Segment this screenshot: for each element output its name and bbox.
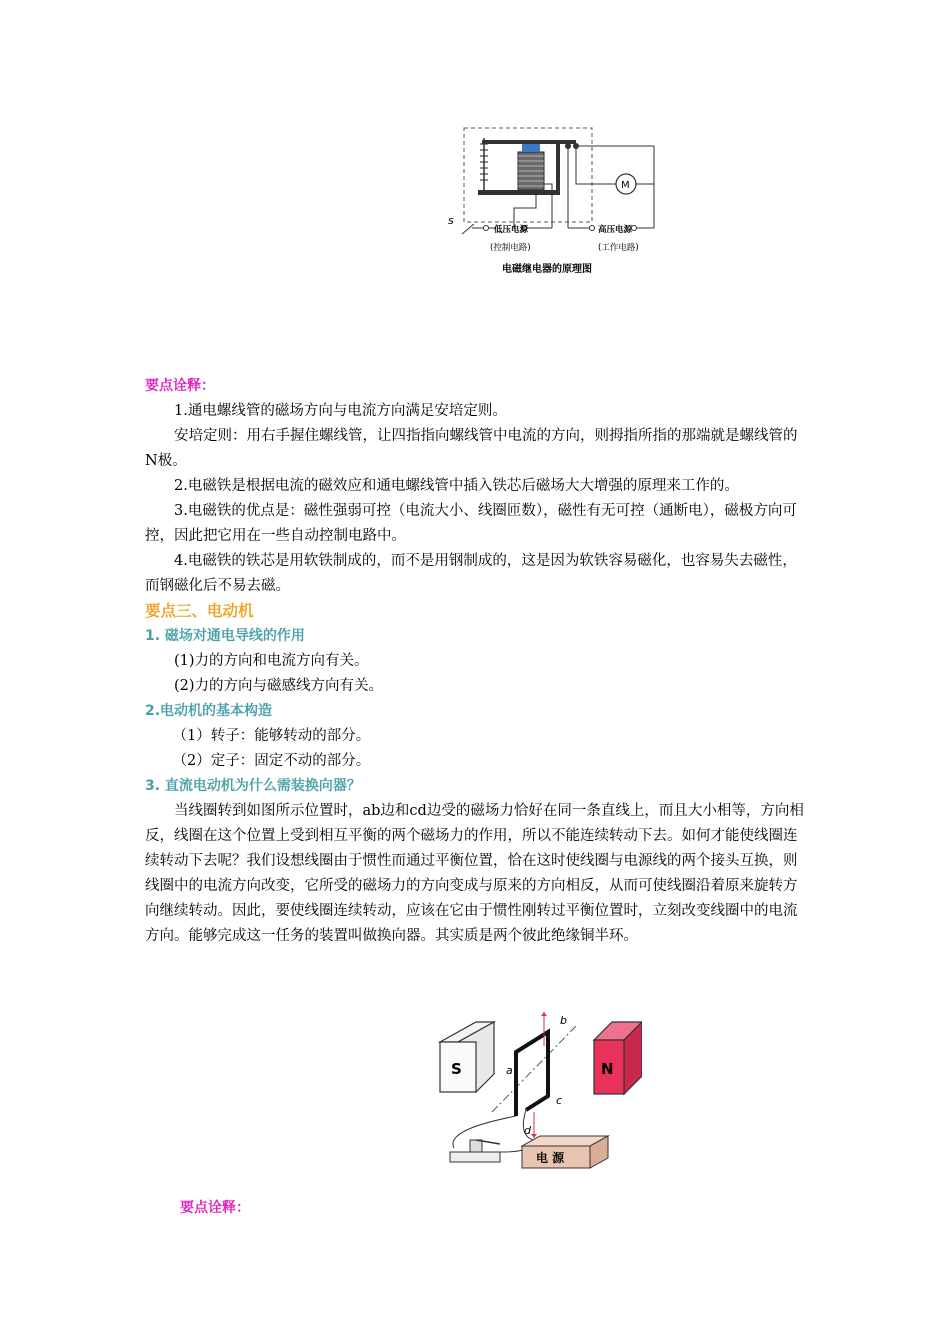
bottom-note-heading: 要点诠释： bbox=[180, 1200, 250, 1216]
sub1-item-2: (2)力的方向与磁感线方向有关。 bbox=[174, 678, 384, 694]
section1-para-5: 4.电磁铁的铁芯是用软铁制成的，而不是用钢制成的，这是因为软铁容易磁化，也容易失去磁性，而钢磁化后不易去磁。 bbox=[145, 553, 797, 594]
figure1-caption: 电磁继电器的原理图 bbox=[502, 264, 592, 275]
sub3-heading: 3. 直流电动机为什么需装换向器？ bbox=[145, 778, 361, 794]
work-circuit-label: (工作电路) bbox=[598, 243, 639, 253]
sub2-item-2: （2）定子：固定不动的部分。 bbox=[172, 753, 371, 769]
section1-para-4: 3.电磁铁的优点是：磁性强弱可控（电流大小、线圈匝数），磁性有无可控（通断电），磁极方向可控，因此把它用在一些自动控制电路中。 bbox=[145, 503, 797, 544]
coil-label-b: b bbox=[560, 1014, 567, 1027]
section1-para-1: 1.通电螺线管的磁场方向与电流方向满足安培定则。 bbox=[174, 403, 507, 419]
magnet-s-label: S bbox=[451, 1060, 462, 1078]
section2-heading: 要点三、电动机 bbox=[145, 602, 254, 620]
low-voltage-label: 低压电源 bbox=[494, 225, 529, 235]
section1-para-2: 安培定则：用右手握住螺线管，让四指指向螺线管中电流的方向，则拇指所指的那端就是螺线管的N极。 bbox=[145, 428, 798, 469]
power-supply-label: 电 源 bbox=[536, 1151, 565, 1165]
magnet-n-label: N bbox=[601, 1060, 614, 1078]
motor-diagram bbox=[436, 1012, 642, 1170]
coil-label-a: a bbox=[506, 1064, 513, 1077]
section1-heading: 要点诠释： bbox=[145, 378, 215, 394]
main-content bbox=[145, 374, 810, 949]
coil-label-d: d bbox=[524, 1124, 531, 1137]
switch-label: s bbox=[448, 214, 454, 227]
relay-diagram bbox=[444, 124, 676, 280]
section1-para-3: 2.电磁铁是根据电流的磁效应和通电螺线管中插入铁芯后磁场大大增强的原理来工作的。 bbox=[174, 478, 739, 494]
control-circuit-label: (控制电路) bbox=[490, 243, 531, 253]
sub3-paragraph: 当线圈转到如图所示位置时，ab边和cd边受的磁场力恰好在同一条直线上，而且大小相等，方向相反，线圈在这个位置上受到相互平衡的两个磁场力的作用，所以不能连续转动下去。如何才能使线圈连续转动下去呢？我们设想线圈由于惯性而通过平衡位置，恰在这时使线圈与电源线的两个接头互换，则线圈中的电流方向改变，它所受的磁场力的方向变成与原来的方向相反，从而可使线圈沿着原来旋转方向继续转动。因此，要使线圈连续转动，应该在它由于惯性刚转过平衡位置时，立刻改变线圈中的电流方向。能够完成这一任务的装置叫做换向器。其实质是两个彼此绝缘铜半环。 bbox=[145, 803, 804, 944]
sub1-item-1: (1)力的方向和电流方向有关。 bbox=[174, 653, 369, 669]
high-voltage-label: 高压电源 bbox=[598, 225, 633, 235]
sub2-heading: 2.电动机的基本构造 bbox=[145, 703, 273, 719]
sub1-heading: 1. 磁场对通电导线的作用 bbox=[145, 628, 305, 644]
motor-label: M bbox=[621, 180, 630, 191]
coil-label-c: c bbox=[556, 1094, 563, 1107]
sub2-item-1: （1）转子：能够转动的部分。 bbox=[172, 728, 371, 744]
